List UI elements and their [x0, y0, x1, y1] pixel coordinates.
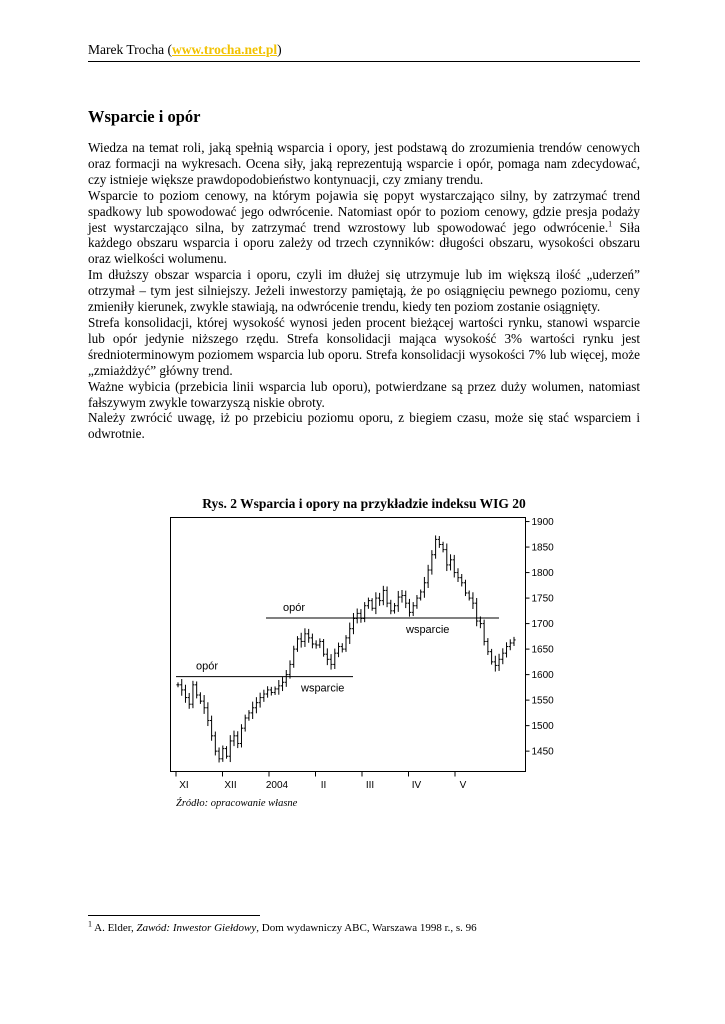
x-tick-label: V [459, 780, 467, 791]
footnote: $^1$ A. Elder, Zawód: Inwestor Giełdowy, Dom wydawniczy ABC, Warszawa 1998 r., s. 96 [88, 919, 477, 934]
y-tick-label: 1900 [531, 517, 554, 529]
website-link[interactable]: www.trocha.net.pl [172, 42, 278, 57]
y-tick-label: 1600 [531, 670, 554, 682]
paragraph-text: Wsparcie to poziom cenowy, na którym pojawia się popyt wystarczająco silny, by zatrzymać trend spadkowy lub spowodować jego odwrócenie. Natomiast opór to poziom cenowy, gdzie presja podaży jest wystarczająco silna, by zatrzymać trend wzrostowy lub spowodować jego odwrócenie. [88, 187, 640, 235]
figure-caption: Rys. 2 Wsparcia i opory na przykładzie indeksu WIG 20 [202, 496, 526, 511]
paragraph: Strefa konsolidacji, której wysokość wynosi jeden procent bieżącej wartości rynku, stanowi wsparcie lub opór jedynie niższego rzędu. Strefa konsolidacji mająca wysokość 3% wartości rynku jest średnioterminowym poziomem wsparcia lub oporu. Strefa konsolidacji wysokości 7% lub więcej, może „zmiażdżyć” główny trend. [88, 314, 640, 378]
article-body [88, 140, 640, 442]
y-tick-label: 1650 [531, 644, 554, 656]
book-title: Zawód: Inwestor Giełdowy [136, 922, 257, 934]
author-name: Marek Trocha [88, 42, 165, 57]
x-tick-label: IV [411, 780, 422, 791]
x-tick-label: 2004 [265, 780, 289, 791]
chart-background [170, 517, 560, 793]
header-open-paren: ( [164, 42, 172, 57]
support-label: wsparcie [406, 623, 450, 636]
footnote-divider [88, 915, 260, 916]
x-tick-label: XII [224, 780, 237, 791]
y-tick-label: 1850 [531, 542, 554, 554]
paragraph: Wiedza na temat roli, jaką spełnią wsparcia i opory, jest podstawą do zrozumienia trendów cenowych oraz formacji na wykresach. Ocena siły, jaką reprezentują wsparcie i opór, pomaga nam zdecydować, czy istnieje większe prawdopodobieństwo kontynuacji, czy zmiany trendu. [88, 140, 640, 187]
x-tick-label: II [320, 780, 327, 791]
y-tick-label: 1700 [531, 619, 554, 631]
x-tick-label: III [365, 780, 375, 791]
resistance-label: opór [283, 601, 306, 614]
footnote-marker: 1 [88, 919, 92, 929]
page-header [88, 42, 640, 58]
header-divider [88, 61, 640, 62]
y-tick-label: 1750 [531, 593, 554, 605]
y-tick-label: 1500 [531, 721, 554, 733]
paragraph: Ważne wybicia (przebicia linii wsparcia lub oporu), potwierdzane są przez duży wolumen, natomiast fałszywym zwykle towarzyszą niskie obroty. [88, 378, 640, 410]
x-tick-label: XI [179, 780, 189, 791]
figure-source: Źródło: opracowanie własne [176, 798, 298, 809]
paragraph-text: Siła każdego obszaru wsparcia i oporu zależy od trzech czynników: długości obszaru, wysokości obszaru oraz wielkości wolumenu. [88, 219, 640, 267]
resistance-label: opór [196, 660, 219, 673]
wig20-chart [170, 517, 560, 793]
y-tick-label: 1800 [531, 568, 554, 580]
footnote-reference[interactable]: 1 [608, 219, 613, 229]
paragraph [88, 188, 640, 268]
support-label: wsparcie [301, 682, 345, 695]
y-tick-label: 1550 [531, 695, 554, 707]
paragraph: Im dłuższy obszar wsparcia i oporu, czyli im dłużej się utrzymuje lub im większą ilość „uderzeń” otrzymał – tym jest silniejszy. Jeżeli inwestorzy pamiętają, że po osiągnięciu pewnego poziomu, ceny zmieniły kierunek, zwykle stawiają, na odwrócenie trendu, kiedy ten poziom zostanie osiągnięty. [88, 267, 640, 315]
section-title: Wsparcie i opór [88, 107, 201, 126]
paragraph: Należy zwrócić uwagę, iż po przebiciu poziomu oporu, z biegiem czasu, może się stać wsparciem i odwrotnie. [88, 410, 640, 442]
y-tick-label: 1450 [531, 746, 554, 758]
header-close-paren: ) [277, 42, 282, 57]
